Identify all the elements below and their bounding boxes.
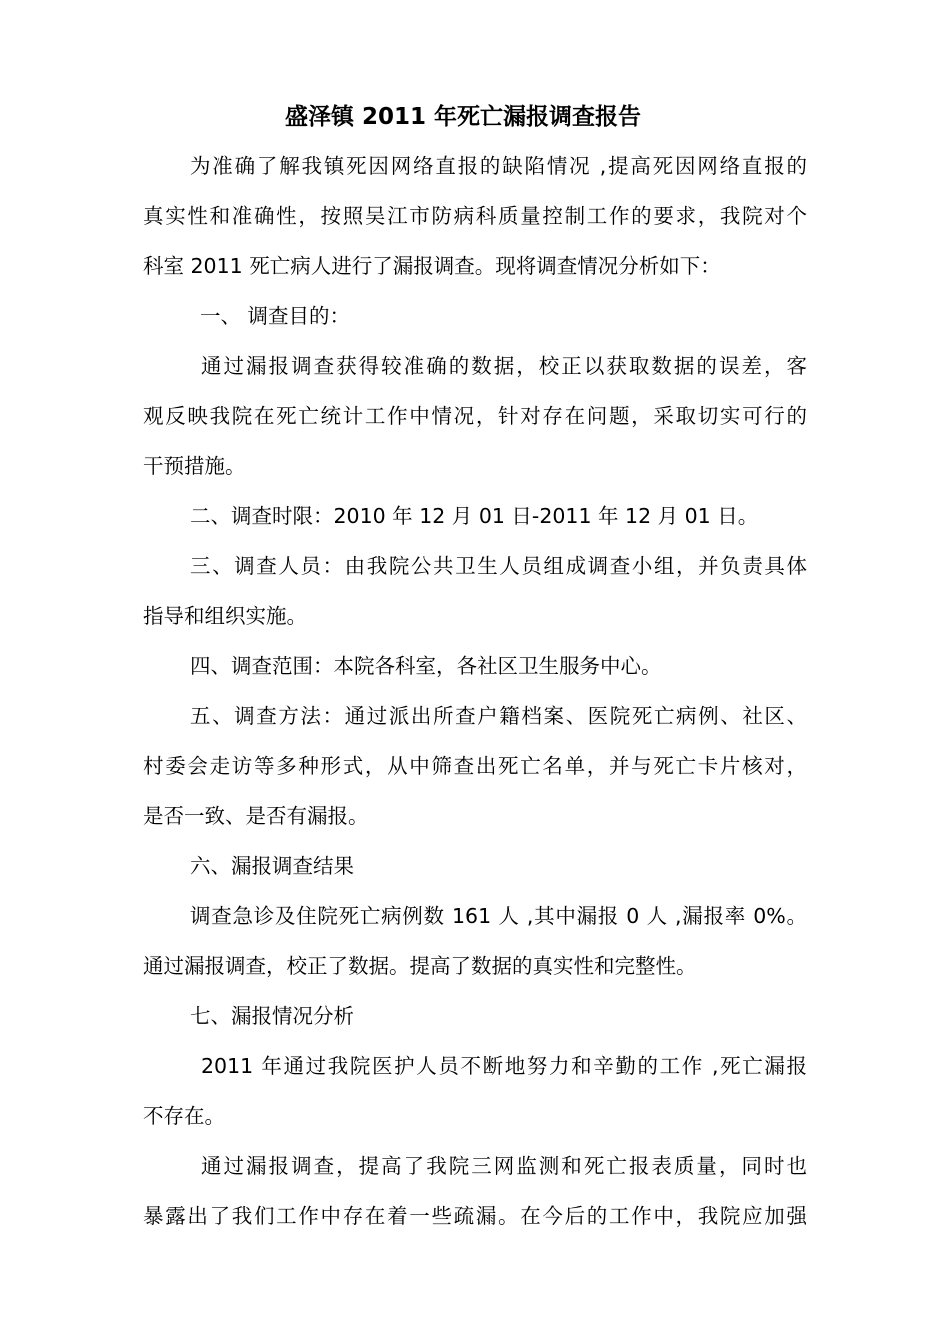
paragraph-line: 通过漏报调查，校正了数据。提高了数据的真实性和完整性。 (143, 954, 697, 978)
paragraph-line: 2011 年通过我院医护人员不断地努力和辛勤的工作 ,死亡漏报 (201, 1054, 807, 1078)
section-heading: 三、调查人员：由我院公共卫生人员组成调查小组，并负责具体 (190, 554, 807, 578)
section-heading: 四、调查范围：本院各科室，各社区卫生服务中心。 (190, 654, 662, 678)
paragraph-line: 通过漏报调查，提高了我院三网监测和死亡报表质量，同时也 (201, 1154, 807, 1178)
paragraph-line: 干预措施。 (143, 454, 246, 478)
paragraph-line: 通过漏报调查获得较准确的数据，校正以获取数据的误差，客 (201, 354, 807, 378)
paragraph-line: 指导和组织实施。 (143, 604, 307, 628)
paragraph-line: 科室 2011 死亡病人进行了漏报调查。现将调查情况分析如下： (143, 254, 721, 278)
paragraph-line: 村委会走访等多种形式，从中筛查出死亡名单，并与死亡卡片核对， (143, 754, 807, 778)
section-heading: 七、漏报情况分析 (190, 1004, 354, 1028)
paragraph-line: 观反映我院在死亡统计工作中情况，针对存在问题，采取切实可行的 (143, 404, 807, 428)
section-heading: 一、 调查目的： (200, 304, 351, 328)
paragraph-line: 调查急诊及住院死亡病例数 161 人 ,其中漏报 0 人 ,漏报率 0%。 (190, 904, 807, 928)
section-heading: 五、调查方法：通过派出所查户籍档案、医院死亡病例、社区、 (190, 704, 807, 728)
section-heading: 六、漏报调查结果 (190, 854, 354, 878)
section-heading: 二、调查时限：2010 年 12 月 01 日-2011 年 12 月 01 日。 (190, 504, 759, 528)
paragraph-line: 暴露出了我们工作中存在着一些疏漏。在今后的工作中，我院应加强 (143, 1204, 807, 1228)
paragraph-line: 为准确了解我镇死因网络直报的缺陷情况 ,提高死因网络直报的 (190, 154, 807, 178)
paragraph-line: 真实性和准确性，按照吴江市防病科质量控制工作的要求，我院对个 (143, 204, 807, 228)
document-title: 盛泽镇 2011 年死亡漏报调查报告 (284, 104, 642, 130)
paragraph-line: 是否一致、是否有漏报。 (143, 804, 369, 828)
paragraph-line: 不存在。 (143, 1104, 225, 1128)
